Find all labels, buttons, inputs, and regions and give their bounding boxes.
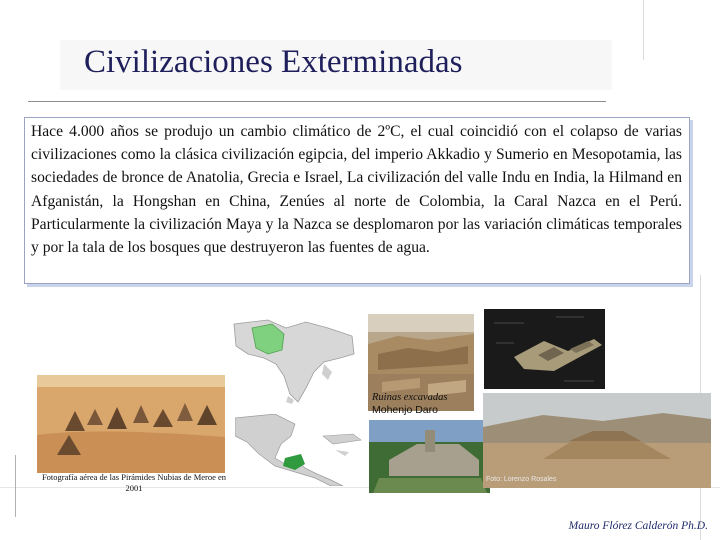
mohenjo-caption (372, 391, 448, 417)
caral-pyramid-photo (483, 393, 711, 488)
author-signature: Mauro Flórez Calderón Ph.D. (568, 520, 708, 532)
india-map-image (228, 314, 358, 406)
mohenjo-caption-line1: Ruinas excavadas (372, 392, 448, 403)
frame-line-top-right (643, 0, 644, 60)
nubia-caption: Fotografía aérea de las Pirámides Nubias de Meroe en 2001 (41, 472, 227, 493)
caral-caption: Foto: Lorenzo Rosales (486, 476, 557, 483)
central-america-map-image (235, 414, 365, 486)
nubian-pyramids-photo (37, 375, 225, 473)
frame-line-left (15, 455, 16, 517)
palenque-ruins-photo (369, 420, 490, 493)
city-diagram-image (484, 309, 605, 389)
title-underline (28, 101, 606, 102)
slide-title: Civilizaciones Exterminadas (84, 44, 463, 80)
body-paragraph: Hace 4.000 años se produjo un cambio climático de 2ºC, el cual coincidió con el colapso de varias civilizaciones como la clásica civilización egipcia, del imperio Akkadio y Sumerio en Mesopotamia, las sociedades de bronce de Anatolia, Grecia e Israel, La civilización del valle Indu en India, la Hilmand en Afganistán, la Hongshan en China, Zenúes al norte de Colombia, la Caral Nazca en el Perú. Particularmente la civilización Maya y la Nazca se desplomaron por las variación climáticas temporales y por la tala de los bosques que destruyeron las fuentes de agua. (31, 123, 682, 257)
mohenjo-caption-line2: Mohenjo Daro (372, 404, 438, 416)
